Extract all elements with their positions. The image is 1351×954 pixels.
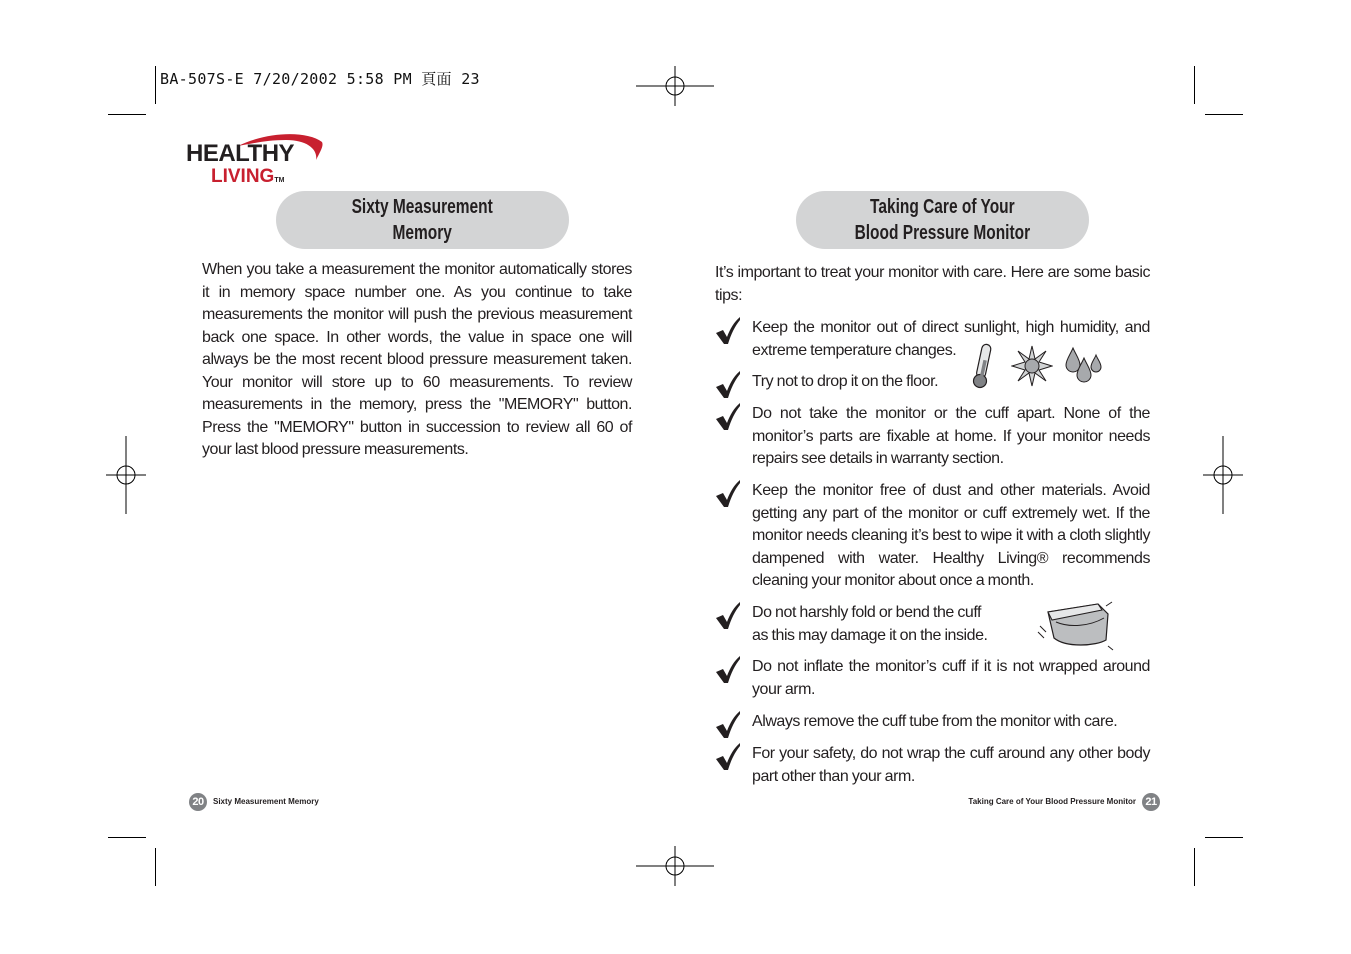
page-number-right: 21 bbox=[1142, 793, 1160, 811]
registration-mark-top bbox=[636, 66, 714, 106]
tip-text: For your safety, do not wrap the cuff around any other body part other than your arm. bbox=[752, 745, 1150, 785]
tip-item bbox=[715, 711, 1150, 734]
checkmark-icon bbox=[715, 743, 741, 771]
tip-item bbox=[715, 743, 1150, 788]
tip-item bbox=[715, 656, 1150, 701]
logo-trademark: TM bbox=[274, 177, 285, 184]
registration-mark-bottom bbox=[636, 846, 714, 886]
footer-left: Sixty Measurement Memory bbox=[213, 797, 319, 806]
tip-text: Keep the monitor free of dust and other materials. Avoid getting any part of the monitor or cuff extremely wet. If the monitor needs cleaning it’s best to wipe it with a cloth slightly dampened with water. Healthy Living® recommends cleaning your monitor about once a month. bbox=[752, 482, 1150, 589]
checkmark-icon bbox=[715, 480, 741, 508]
checkmark-icon bbox=[715, 656, 741, 684]
registration-mark-right bbox=[1203, 436, 1243, 514]
tip-text: Do not inflate the monitor’s cuff if it is not wrapped around your arm. bbox=[752, 658, 1150, 698]
logo-text-healthy: HEALTHY bbox=[186, 140, 295, 167]
registration-mark-left bbox=[106, 436, 146, 514]
water-drops-icon bbox=[1063, 346, 1103, 384]
checkmark-icon bbox=[715, 403, 741, 431]
care-intro: It’s important to treat your monitor with care. Here are some basic tips: bbox=[715, 264, 1150, 304]
left-section-heading: Sixty Measurement Memory bbox=[276, 191, 569, 249]
print-slug: BA-507S-E 7/20/2002 5:58 PM 頁面 23 bbox=[160, 70, 480, 88]
checkmark-icon bbox=[715, 602, 741, 630]
page-number-left: 20 bbox=[189, 793, 207, 811]
checkmark-icon bbox=[715, 711, 741, 739]
tip-text: Do not take the monitor or the cuff apart. None of the monitor’s parts are fixable at home. If your monitor needs repairs see details in warranty section. bbox=[752, 405, 1150, 467]
sun-icon bbox=[1011, 345, 1053, 387]
memory-description: When you take a measurement the monitor automatically stores it in memory space number one. As you continue to take measurements the monitor will push the previous measurement back one space. In other words, the value in space one will always be the most recent blood pressure measurement taken. Your monitor will store up to 60 measurements. To review measurements in the memory, press the "MEMORY" button. Press the "MEMORY" button in succession to review all 60 of your last blood pressure measurements. bbox=[202, 261, 632, 458]
checkmark-icon bbox=[715, 317, 741, 345]
right-section-heading: Taking Care of Your Blood Pressure Monitor bbox=[796, 191, 1089, 249]
logo-text-living: LIVINGTM bbox=[211, 166, 285, 187]
checkmark-icon bbox=[715, 371, 741, 399]
folded-cuff-icon bbox=[1036, 600, 1114, 652]
tip-text: Always remove the cuff tube from the monitor with care. bbox=[752, 713, 1118, 730]
tip-item bbox=[715, 480, 1150, 593]
footer-right: Taking Care of Your Blood Pressure Monitor bbox=[968, 797, 1136, 806]
tip-text: Keep the monitor out of direct sunlight, high humidity, and extreme temperature changes. bbox=[752, 319, 1150, 359]
thermometer-icon bbox=[970, 342, 996, 390]
tip-item bbox=[715, 403, 1150, 471]
tip-text: Try not to drop it on the floor. bbox=[752, 373, 939, 390]
tip-text: Do not harshly fold or bend the cuff as this may damage it on the inside. bbox=[752, 604, 988, 644]
